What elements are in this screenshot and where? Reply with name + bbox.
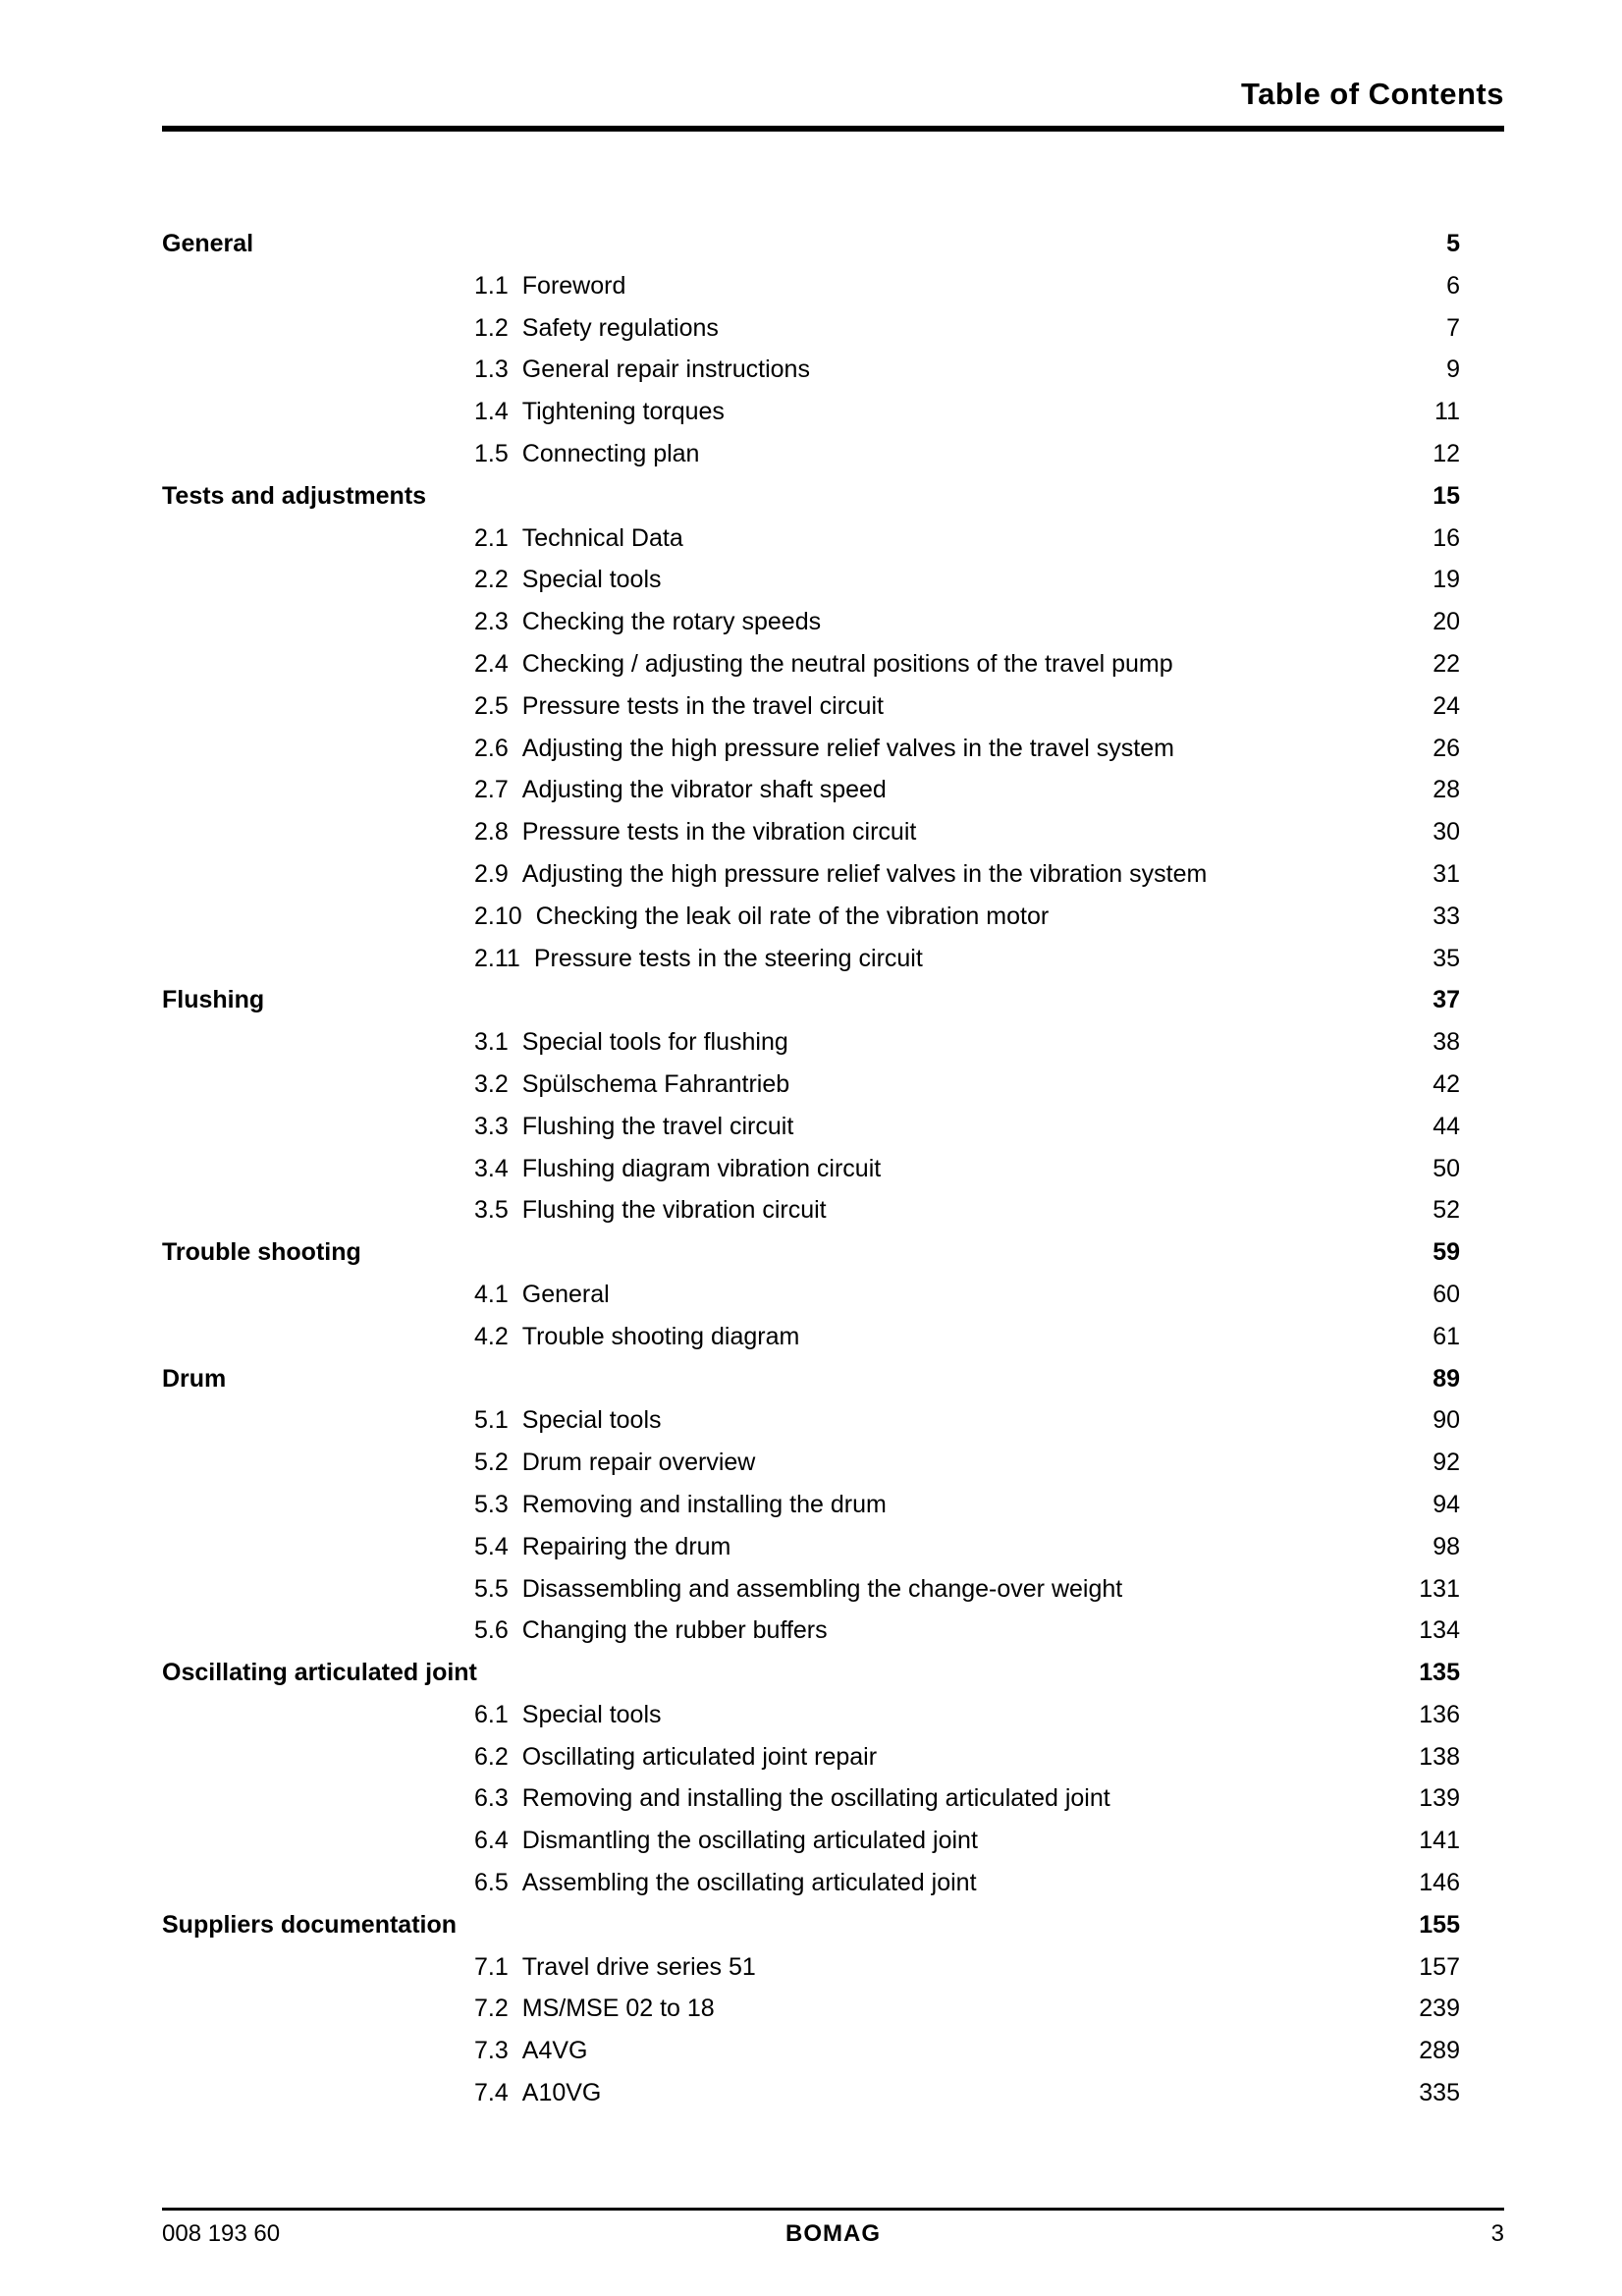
toc-entry [162, 1568, 1460, 1611]
toc-entry-label: Flushing the travel circuit [521, 1112, 794, 1140]
toc-entry-text [162, 1568, 1122, 1611]
toc-entry-label: Adjusting the high pressure relief valves in the travel system [521, 734, 1174, 762]
toc-entry [162, 1777, 1460, 1820]
toc-entry [162, 307, 1460, 350]
toc-entry-number: 6.5 [474, 1869, 509, 1897]
toc-entry-text [162, 433, 699, 475]
toc-entry-label: Connecting plan [521, 439, 700, 467]
toc-entry-number: 3.4 [474, 1154, 509, 1182]
toc-entry-number: 7.2 [474, 1995, 509, 2023]
toc-entry-label: Oscillating articulated joint repair [521, 1742, 878, 1771]
toc-entry-label: Adjusting the high pressure relief valves in the vibration system [521, 859, 1208, 888]
toc-entry-page: 61 [1433, 1322, 1460, 1350]
toc-entry-label: Removing and installing the oscillating articulated joint [521, 1784, 1110, 1813]
toc-entry-label: Special tools [521, 566, 662, 594]
toc-entry-page: 16 [1433, 523, 1460, 552]
toc-entry [162, 1021, 1460, 1064]
toc-entry-page: 141 [1419, 1827, 1460, 1855]
header-divider [162, 126, 1504, 132]
page-footer [162, 2208, 1504, 2248]
toc-entry [162, 1610, 1460, 1652]
toc-entry-label: Dismantling the oscillating articulated joint [521, 1827, 978, 1855]
toc-entry-label: Special tools for flushing [521, 1028, 788, 1057]
toc-entry-number: 6.4 [474, 1827, 509, 1855]
toc-entry [162, 896, 1460, 938]
toc-entry-text [162, 1189, 827, 1231]
toc-entry-page: 7 [1446, 313, 1460, 342]
toc-entry [162, 769, 1460, 811]
toc-section-title: General [162, 230, 254, 257]
toc-entry-page: 44 [1433, 1112, 1460, 1140]
toc-entry-number: 4.1 [474, 1280, 509, 1308]
toc-entry [162, 518, 1460, 560]
toc-entry-text [162, 1988, 715, 2030]
toc-entry [162, 1399, 1460, 1442]
footer-doc-number: 008 193 60 [162, 2220, 281, 2247]
toc-entry-text [162, 1316, 799, 1358]
toc-entry-number: 6.3 [474, 1784, 509, 1813]
toc-entry-number: 7.3 [474, 2037, 509, 2065]
toc-entry-page: 98 [1433, 1532, 1460, 1560]
toc-entry-text [162, 1274, 610, 1316]
toc-section-title: Trouble shooting [162, 1238, 361, 1267]
toc-entry-number: 2.9 [474, 859, 509, 888]
toc-entry-number: 2.6 [474, 734, 509, 762]
toc-entry-text [162, 1946, 756, 1989]
toc-entry-label: Pressure tests in the travel circuit [521, 691, 884, 720]
toc-entry [162, 559, 1460, 601]
toc-entry [162, 811, 1460, 853]
toc-entry-page: 52 [1433, 1196, 1460, 1225]
toc-entry-label: Drum repair overview [521, 1449, 756, 1477]
toc-entry [162, 728, 1460, 770]
page-header [0, 0, 1622, 132]
toc-entry-text [162, 518, 683, 560]
toc-entry [162, 1274, 1460, 1316]
toc-entry [162, 685, 1460, 728]
toc-entry [162, 643, 1460, 685]
toc-entry-page: 134 [1419, 1616, 1460, 1645]
toc-entry-number: 2.4 [474, 649, 509, 678]
toc-entry-text [162, 391, 725, 433]
toc-section-heading [162, 475, 1460, 518]
toc-entry-text [162, 728, 1174, 770]
toc-entry-number: 7.1 [474, 1952, 509, 1981]
toc-entry-label: Travel drive series 51 [521, 1952, 756, 1981]
toc-entry [162, 1442, 1460, 1484]
toc-entry-page: 90 [1433, 1406, 1460, 1435]
toc-entry-number: 2.10 [474, 902, 522, 930]
toc-entry-label: Checking the rotary speeds [521, 608, 822, 636]
toc-entry-page: 30 [1433, 818, 1460, 847]
toc-section-page: 135 [1419, 1659, 1460, 1687]
toc-entry-page: 19 [1433, 566, 1460, 594]
toc-entry-text [162, 349, 810, 391]
toc-entry-page: 92 [1433, 1449, 1460, 1477]
toc-section-heading [162, 979, 1460, 1021]
toc-entry [162, 1736, 1460, 1778]
toc-entry-page: 33 [1433, 902, 1460, 930]
toc-section-page: 59 [1433, 1238, 1460, 1267]
toc-entry-label: Tightening torques [521, 398, 725, 426]
toc-entry [162, 601, 1460, 643]
toc-entry-number: 6.1 [474, 1700, 509, 1728]
toc-entry-label: Technical Data [521, 523, 683, 552]
toc-entry-text [162, 1106, 793, 1148]
toc-entry-number: 5.2 [474, 1449, 509, 1477]
toc-entry-label: Pressure tests in the vibration circuit [521, 818, 917, 847]
toc-entry-number: 1.5 [474, 439, 509, 467]
toc-entry-number: 7.4 [474, 2079, 509, 2107]
toc-entry-text [162, 938, 923, 980]
toc-entry [162, 391, 1460, 433]
toc-entry-number: 2.1 [474, 523, 509, 552]
toc-entry-number: 2.3 [474, 608, 509, 636]
toc-entry [162, 2072, 1460, 2114]
toc-section-page: 89 [1433, 1364, 1460, 1393]
toc-section-heading [162, 1358, 1460, 1400]
toc-entry-text [162, 1777, 1110, 1820]
toc-section-page: 15 [1433, 481, 1460, 510]
footer-page-number: 3 [1490, 2220, 1505, 2247]
toc-entry-page: 11 [1434, 398, 1460, 426]
toc-section-title: Flushing [162, 986, 265, 1014]
toc-entry [162, 853, 1460, 896]
toc-entry-label: A4VG [521, 2037, 588, 2065]
toc-entry-text [162, 1064, 789, 1106]
toc-entry-text [162, 2072, 601, 2114]
toc-entry-text [162, 1820, 978, 1862]
toc-entry-number: 2.2 [474, 566, 509, 594]
toc-entry-label: Special tools [521, 1406, 662, 1435]
toc-entry [162, 1064, 1460, 1106]
toc-entry [162, 2030, 1460, 2072]
toc-entry-number: 2.5 [474, 691, 509, 720]
toc-entry-page: 12 [1433, 439, 1460, 467]
toc-entry-number: 6.2 [474, 1742, 509, 1771]
toc-entry [162, 1862, 1460, 1904]
table-of-contents [0, 223, 1622, 2114]
toc-entry-number: 1.4 [474, 398, 509, 426]
toc-entry-text [162, 1399, 662, 1442]
toc-section-title: Suppliers documentation [162, 1910, 458, 1939]
toc-entry-page: 94 [1433, 1490, 1460, 1518]
toc-entry-page: 289 [1419, 2037, 1460, 2065]
toc-entry-text [162, 853, 1207, 896]
toc-entry [162, 265, 1460, 307]
toc-entry-text [162, 1442, 755, 1484]
toc-entry-label: General [521, 1280, 610, 1308]
page-title: Table of Contents [1241, 77, 1504, 111]
toc-entry-page: 38 [1433, 1028, 1460, 1057]
toc-entry [162, 938, 1460, 980]
toc-entry-page: 22 [1433, 649, 1460, 678]
toc-entry-page: 239 [1419, 1995, 1460, 2023]
toc-section-heading [162, 223, 1460, 265]
toc-entry-number: 5.1 [474, 1406, 509, 1435]
toc-entry-number: 2.7 [474, 776, 509, 804]
toc-entry [162, 1148, 1460, 1190]
toc-entry-text [162, 1526, 730, 1568]
toc-entry-page: 26 [1433, 734, 1460, 762]
toc-entry-number: 3.2 [474, 1069, 509, 1098]
toc-entry-page: 20 [1433, 608, 1460, 636]
toc-entry-text [162, 1148, 881, 1190]
toc-section-title: Oscillating articulated joint [162, 1659, 477, 1687]
toc-entry-page: 60 [1433, 1280, 1460, 1308]
toc-entry-label: Checking / adjusting the neutral positions of the travel pump [521, 649, 1173, 678]
toc-section-page: 5 [1446, 230, 1460, 257]
toc-entry-text [162, 1694, 662, 1736]
toc-entry-text [162, 307, 719, 350]
toc-entry-number: 4.2 [474, 1322, 509, 1350]
toc-entry-page: 50 [1433, 1154, 1460, 1182]
toc-entry-page: 9 [1446, 355, 1460, 384]
toc-entry-label: General repair instructions [521, 355, 810, 384]
toc-entry-number: 5.6 [474, 1616, 509, 1645]
footer-brand: BOMAG [785, 2220, 881, 2247]
toc-entry-label: Disassembling and assembling the change-over weight [521, 1574, 1123, 1603]
toc-entry [162, 1106, 1460, 1148]
toc-entry-text [162, 685, 884, 728]
toc-entry [162, 349, 1460, 391]
toc-entry-text [162, 559, 662, 601]
toc-section-page: 37 [1433, 986, 1460, 1014]
toc-entry-label: Special tools [521, 1700, 662, 1728]
toc-entry-number: 2.8 [474, 818, 509, 847]
toc-entry-text [162, 1862, 977, 1904]
toc-section-page: 155 [1419, 1910, 1460, 1939]
toc-section-title: Tests and adjustments [162, 481, 427, 510]
toc-entry [162, 1820, 1460, 1862]
toc-entry-label: A10VG [521, 2079, 602, 2107]
footer-row [162, 2220, 1504, 2248]
toc-entry [162, 1484, 1460, 1526]
toc-entry [162, 1526, 1460, 1568]
toc-entry-text [162, 896, 1049, 938]
toc-entry-text [162, 265, 625, 307]
toc-entry-label: Repairing the drum [521, 1532, 731, 1560]
toc-section-heading [162, 1904, 1460, 1946]
toc-entry-page: 131 [1419, 1574, 1460, 1603]
toc-entry-label: Checking the leak oil rate of the vibration motor [535, 902, 1050, 930]
toc-entry-label: Spülschema Fahrantrieb [521, 1069, 790, 1098]
toc-entry-label: Flushing the vibration circuit [521, 1196, 827, 1225]
toc-entry-label: Removing and installing the drum [521, 1490, 887, 1518]
toc-section-heading [162, 1652, 1460, 1694]
toc-section-title: Drum [162, 1364, 227, 1393]
footer-divider [162, 2208, 1504, 2211]
toc-entry-label: MS/MSE 02 to 18 [521, 1995, 715, 2023]
toc-entry-label: Pressure tests in the steering circuit [533, 944, 923, 972]
toc-entry-label: Safety regulations [521, 313, 719, 342]
toc-entry-label: Flushing diagram vibration circuit [521, 1154, 882, 1182]
toc-entry-number: 3.5 [474, 1196, 509, 1225]
toc-entry-number: 2.11 [474, 944, 520, 972]
toc-entry [162, 1189, 1460, 1231]
toc-entry-number: 1.3 [474, 355, 509, 384]
toc-entry-page: 136 [1419, 1700, 1460, 1728]
toc-entry-page: 24 [1433, 691, 1460, 720]
toc-entry-page: 35 [1433, 944, 1460, 972]
toc-entry-label: Foreword [521, 271, 626, 300]
toc-entry-number: 3.1 [474, 1028, 509, 1057]
toc-entry-page: 6 [1446, 271, 1460, 300]
toc-entry-text [162, 601, 821, 643]
toc-entry-page: 28 [1433, 776, 1460, 804]
toc-entry-text [162, 2030, 587, 2072]
toc-entry-number: 1.2 [474, 313, 509, 342]
toc-entry-number: 5.3 [474, 1490, 509, 1518]
toc-entry [162, 1946, 1460, 1989]
toc-entry-page: 138 [1419, 1742, 1460, 1771]
toc-entry-label: Adjusting the vibrator shaft speed [521, 776, 887, 804]
toc-entry-number: 5.5 [474, 1574, 509, 1603]
toc-entry-text [162, 643, 1173, 685]
toc-section-heading [162, 1231, 1460, 1274]
toc-entry-page: 157 [1419, 1952, 1460, 1981]
toc-entry-text [162, 1610, 828, 1652]
toc-entry-number: 3.3 [474, 1112, 509, 1140]
toc-entry-text [162, 811, 916, 853]
toc-entry-label: Changing the rubber buffers [521, 1616, 828, 1645]
toc-entry-page: 146 [1419, 1869, 1460, 1897]
toc-entry-number: 5.4 [474, 1532, 509, 1560]
toc-entry-page: 31 [1433, 859, 1460, 888]
toc-entry-label: Assembling the oscillating articulated joint [521, 1869, 977, 1897]
toc-entry [162, 1988, 1460, 2030]
toc-entry-page: 42 [1433, 1069, 1460, 1098]
toc-entry-label: Trouble shooting diagram [521, 1322, 800, 1350]
toc-entry [162, 1316, 1460, 1358]
toc-entry-text [162, 769, 887, 811]
toc-entry-text [162, 1484, 887, 1526]
toc-entry-page: 139 [1419, 1784, 1460, 1813]
toc-entry-number: 1.1 [474, 271, 509, 300]
toc-entry-text [162, 1736, 877, 1778]
toc-entry [162, 1694, 1460, 1736]
toc-entry-page: 335 [1419, 2079, 1460, 2107]
toc-entry-text [162, 1021, 788, 1064]
toc-entry [162, 433, 1460, 475]
